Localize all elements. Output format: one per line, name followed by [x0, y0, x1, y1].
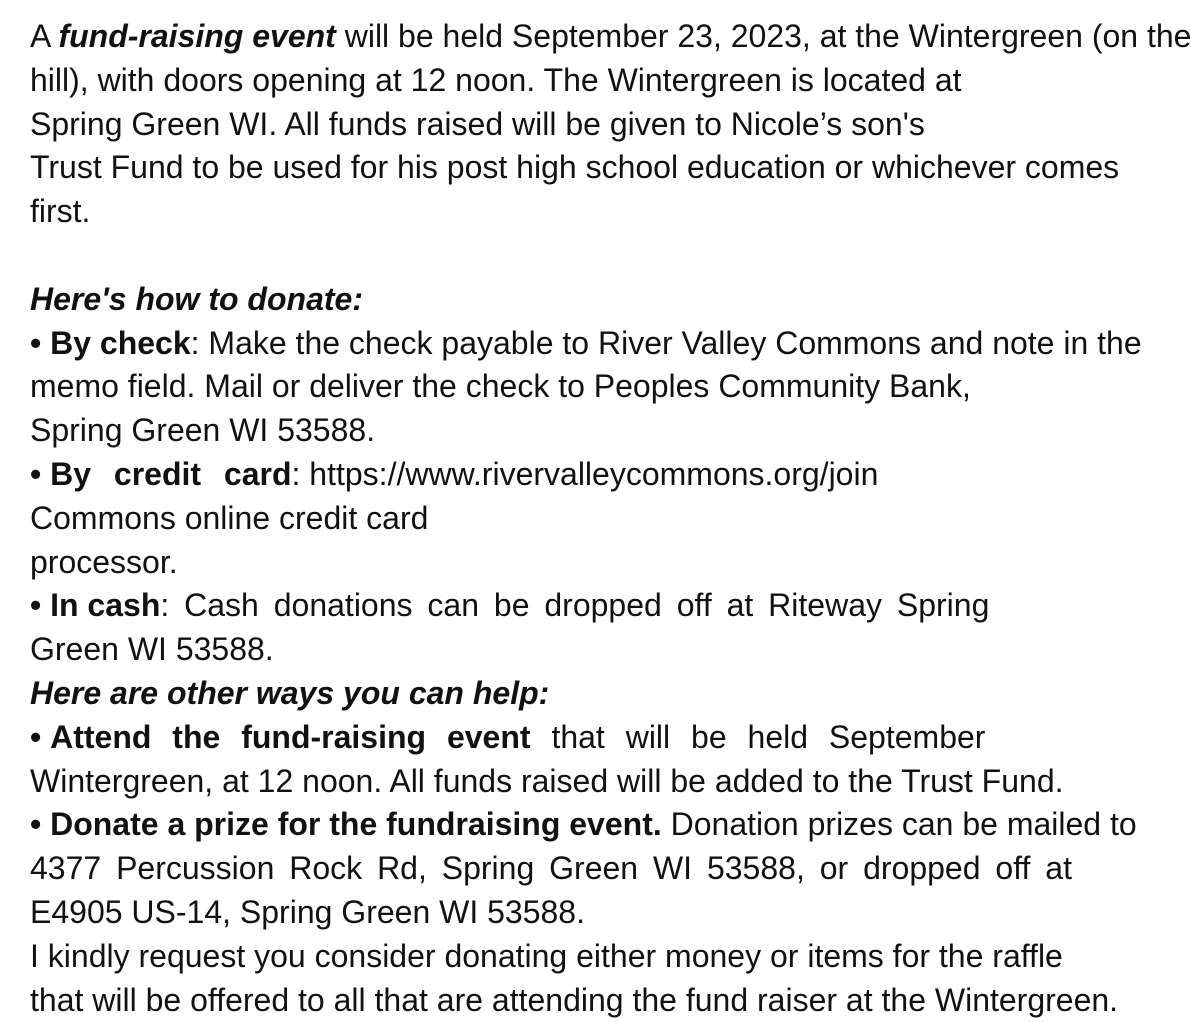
card-line-2: Commons online credit card: [30, 499, 429, 536]
intro-line-2: [30, 59, 1028, 103]
card-line-1: [30, 453, 1028, 497]
prize-bullet: •: [30, 806, 51, 843]
card-bullet: •: [30, 455, 51, 492]
attend-text-1: that will be held September: [530, 718, 986, 755]
intro-text-b: will be held September 23, 2023, at the Wintergreen (on the: [335, 18, 1191, 54]
intro-emphasis-fund-raising-event: fund-raising event: [58, 18, 336, 54]
attend-label: Attend the fund-raising event: [50, 718, 531, 755]
cash-text-1: : Cash donations can be dropped off at Riteway Spring: [160, 587, 990, 624]
check-line-3: Spring Green WI 53588.: [30, 412, 376, 449]
attend-line-1: [30, 716, 1028, 760]
prize-line-3: E4905 US-14, Spring Green WI 53588.: [30, 893, 585, 930]
cash-line-2: Green WI 53588.: [30, 631, 274, 668]
intro-line-5: first.: [30, 193, 91, 230]
closing-line-1: I kindly request you consider donating either money or items for the raffle: [30, 937, 1063, 974]
paragraph-spacer: [30, 234, 1028, 278]
attend-bullet: •: [30, 718, 51, 755]
attend-line-2: Wintergreen, at 12 noon. All funds raised will be added to the Trust Fund.: [30, 762, 1064, 799]
prize-line-2: 4377 Percussion Rock Rd, Spring Green WI 53588, or dropped off at: [30, 850, 1072, 887]
check-text-1: : Make the check payable to River Valley Commons and note in the: [190, 324, 1142, 361]
check-label: By check: [50, 324, 191, 361]
intro-line-4: Trust Fund to be used for his post high school education or whichever comes: [30, 149, 1120, 186]
card-url-link[interactable]: : https://www.rivervalleycommons.org/join: [291, 455, 879, 492]
intro-line-3: Spring Green WI. All funds raised will be given to Nicole’s son's: [30, 105, 925, 142]
intro-text-a: A: [30, 18, 59, 54]
cash-label: In cash: [50, 587, 161, 624]
help-heading: Here are other ways you can help:: [30, 674, 550, 711]
document-page: [30, 15, 1191, 1021]
closing-line-2: that will be offered to all that are attending the fund raiser at the Wintergreen.: [30, 981, 1119, 1018]
card-label: By credit card: [50, 455, 292, 492]
intro-line-2-text: hill), with doors opening at 12 noon. The Wintergreen is located at: [30, 61, 962, 98]
card-line-3: processor.: [30, 543, 178, 580]
check-line-2: memo field. Mail or deliver the check to Peoples Community Bank,: [30, 368, 971, 405]
donate-heading: Here's how to donate:: [30, 280, 363, 317]
check-line-1: [30, 322, 1142, 366]
check-bullet: •: [30, 324, 51, 361]
cash-bullet: •: [30, 587, 51, 624]
intro-line-1: [30, 15, 1191, 59]
prize-text-1: Donation prizes can be mailed to: [661, 806, 1137, 843]
prize-line-1: [30, 803, 1137, 847]
prize-label: Donate a prize for the fundraising event.: [50, 806, 662, 843]
cash-line-1: [30, 584, 1028, 628]
